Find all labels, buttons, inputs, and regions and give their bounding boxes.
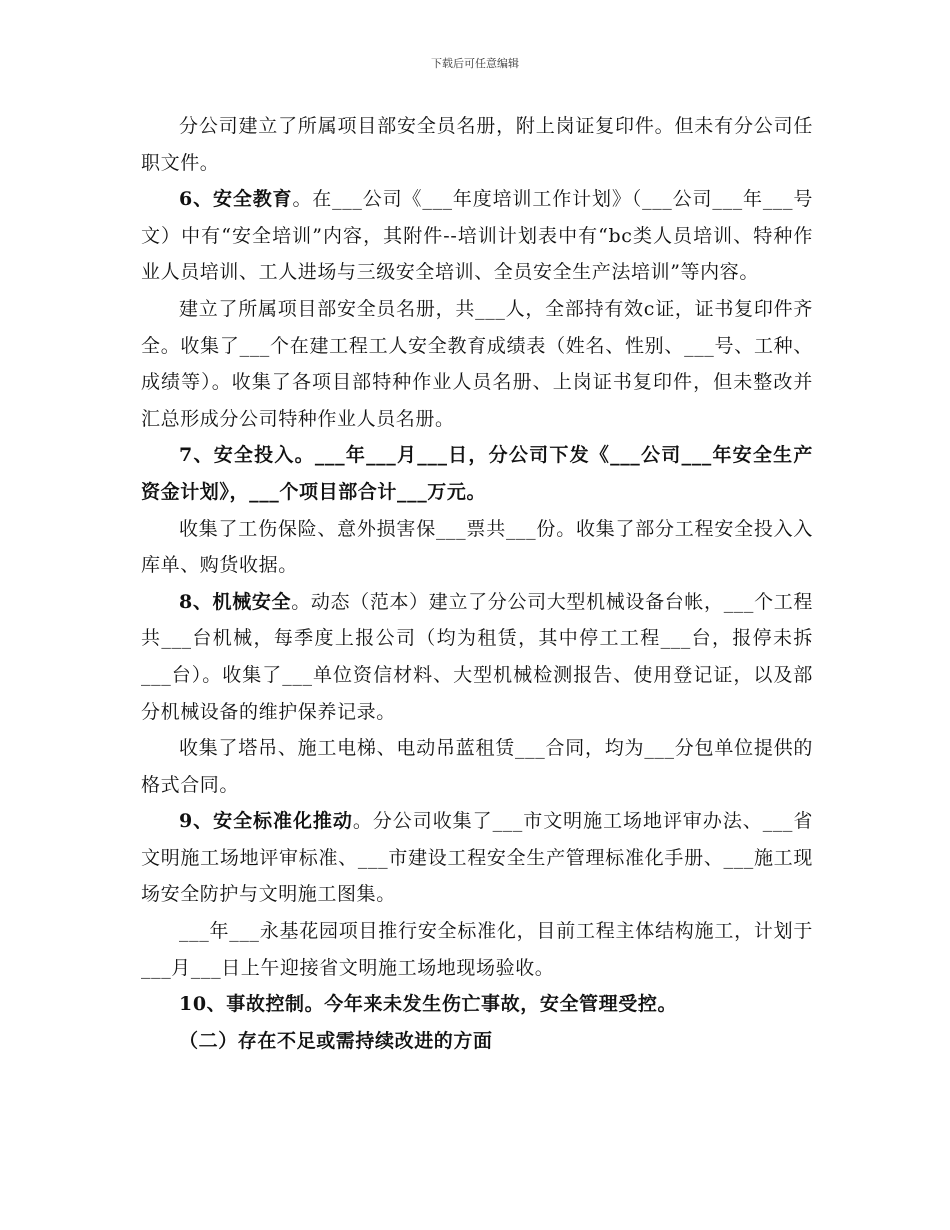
paragraph-body: 。在___公司《___年度培训工作计划》（___公司___年___号文）中有“安全培训”内容，其附件--培训计划表中有“bc类人员培训、特种作业人员培训、工人进场与三级安全培训、全员安全生产法培训”等内容。 bbox=[141, 188, 813, 284]
page-header: 下载后可任意编辑 bbox=[431, 57, 519, 70]
paragraph-body: 7、安全投入。___年___月___日，分公司下发《___公司___年安全生产资金计划》，___个项目部合计___万元。 bbox=[141, 444, 813, 503]
paragraph-body: 。动态（范本）建立了分公司大型机械设备台帐，___个工程共___台机械，每季度上报公司（均为租赁，其中停工工程___台，报停未拆___台）。收集了___单位资信材料、大型机械检测报告、使用登记证，以及部分机械设备的维护保养记录。 bbox=[141, 590, 813, 723]
paragraph-body: 建立了所属项目部安全员名册，共___人，全部持有效c证，证书复印件齐全。收集了___个在建工程工人安全教育成绩表（姓名、性别、___号、工种、成绩等）。收集了各项目部特种作业人员名册、上岗证书复印件，但未整改并汇总形成分公司特种作业人员名册。 bbox=[141, 297, 813, 430]
paragraph-2 bbox=[141, 181, 813, 291]
paragraph-body: 收集了塔吊、施工电梯、电动吊蓝租赁___合同，均为___分包单位提供的格式合同。 bbox=[141, 737, 813, 796]
paragraph-3 bbox=[141, 291, 813, 437]
paragraph-body: ___年___永基花园项目推行安全标准化，目前工程主体结构施工，计划于___月___日上午迎接省文明施工场地现场验收。 bbox=[141, 920, 813, 979]
paragraph-10 bbox=[141, 986, 813, 1023]
paragraph-body: 。分公司收集了___市文明施工场地评审办法、___省文明施工场地评审标准、___市建设工程安全生产管理标准化手册、___施工现场安全防护与文明施工图集。 bbox=[141, 810, 813, 906]
paragraph-body: 收集了工伤保险、意外损害保___票共___份。收集了部分工程安全投入入库单、购货收据。 bbox=[141, 517, 813, 577]
paragraph-body: 10、事故控制。今年来未发生伤亡事故，安全管理受控。 bbox=[179, 993, 678, 1016]
section-heading: 6、安全教育 bbox=[179, 188, 293, 211]
paragraph-5 bbox=[141, 511, 813, 584]
paragraph-6 bbox=[141, 584, 813, 730]
section-heading: 8、机械安全 bbox=[179, 590, 292, 613]
subsection-title: （二）存在不足或需持续改进的方面 bbox=[179, 1029, 493, 1052]
document-body bbox=[141, 108, 813, 1059]
section-heading: 9、安全标准化推动 bbox=[179, 810, 353, 833]
paragraph-9 bbox=[141, 913, 813, 986]
paragraph-7 bbox=[141, 730, 813, 803]
paragraph-body: 分公司建立了所属项目部安全员名册，附上岗证复印件。但未有分公司任职文件。 bbox=[141, 115, 813, 174]
paragraph-4 bbox=[141, 437, 813, 510]
paragraph-8 bbox=[141, 803, 813, 913]
paragraph-1 bbox=[141, 108, 813, 181]
